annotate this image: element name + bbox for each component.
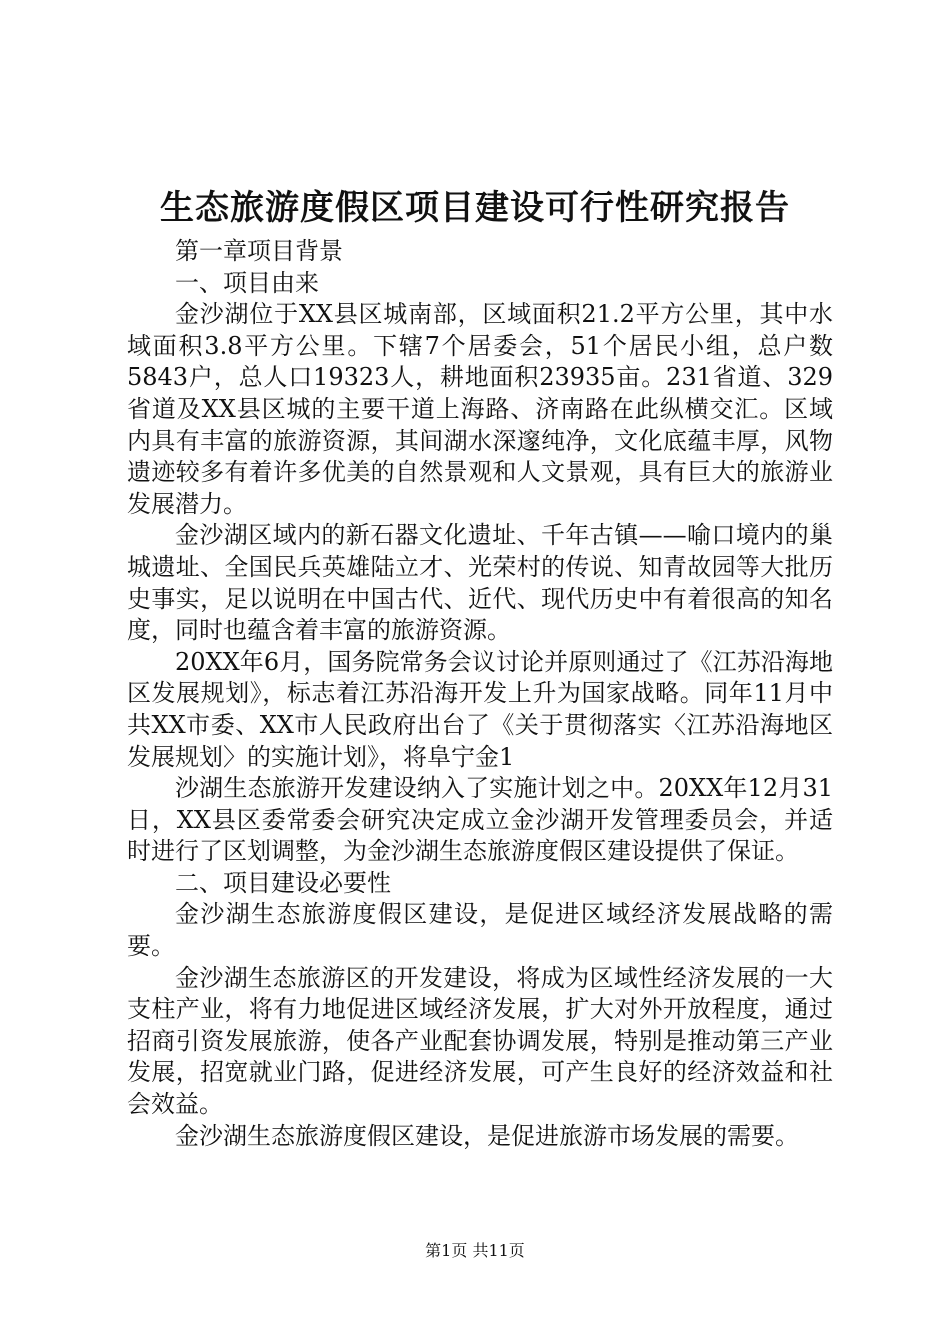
paragraph: 金沙湖区域内的新石器文化遗址、千年古镇——喻口境内的巢城遗址、全国民兵英雄陆立才、光荣村的传说、知青故园等大批历史事实，足以说明在中国古代、近代、现代历史中有着很高的知名度，同时也蕴含着丰富的旅游资源。 <box>127 521 833 645</box>
paragraph: 20XX年6月，国务院常务会议讨论并原则通过了《江苏沿海地区发展规划》，标志着江苏沿海开发上升为国家战略。同年11月中共XX市委、XX市人民政府出台了《关于贯彻落实〈江苏沿海地区发展规划〉的实施计划》，将阜宁金1 <box>127 647 833 771</box>
paragraph: 金沙湖生态旅游度假区建设，是促进旅游市场发展的需要。 <box>175 1121 799 1150</box>
paragraph: 沙湖生态旅游开发建设纳入了实施计划之中。20XX年12月31日，XX县区委常委会研究决定成立金沙湖开发管理委员会，并适时进行了区划调整，为金沙湖生态旅游度假区建设提供了保证。 <box>127 774 833 866</box>
chapter-heading: 第一章项目背景 <box>175 237 343 265</box>
section-heading: 一、项目由来 <box>175 268 319 297</box>
section-heading: 二、项目建设必要性 <box>175 868 391 897</box>
paragraph: 金沙湖位于XX县区城南部，区域面积21.2平方公里，其中水域面积3.8平方公里。下辖7个居委会，51个居民小组，总户数5843户，总人口19323人，耕地面积23935亩。231省道、329省道及XX县区城的主要干道上海路、济南路在此纵横交汇。区域内具有丰富的旅游资源，其间湖水深邃纯净，文化底蕴丰厚，风物遗迹较多有着许多优美的自然景观和人文景观，具有巨大的旅游业发展潜力。 <box>127 300 833 518</box>
paragraph: 金沙湖生态旅游度假区建设，是促进区域经济发展战略的需要。 <box>127 900 833 961</box>
paragraph: 金沙湖生态旅游区的开发建设，将成为区域性经济发展的一大支柱产业，将有力地促进区域经济发展，扩大对外开放程度，通过招商引资发展旅游，使各产业配套协调发展，特别是推动第三产业发展，招宽就业门路，促进经济发展，可产生良好的经济效益和社会效益。 <box>127 963 833 1119</box>
document-title: 生态旅游度假区项目建设可行性研究报告 <box>160 188 790 228</box>
page-number-footer: 第1页 共11页 <box>425 1241 525 1260</box>
document-body <box>127 236 833 1152</box>
